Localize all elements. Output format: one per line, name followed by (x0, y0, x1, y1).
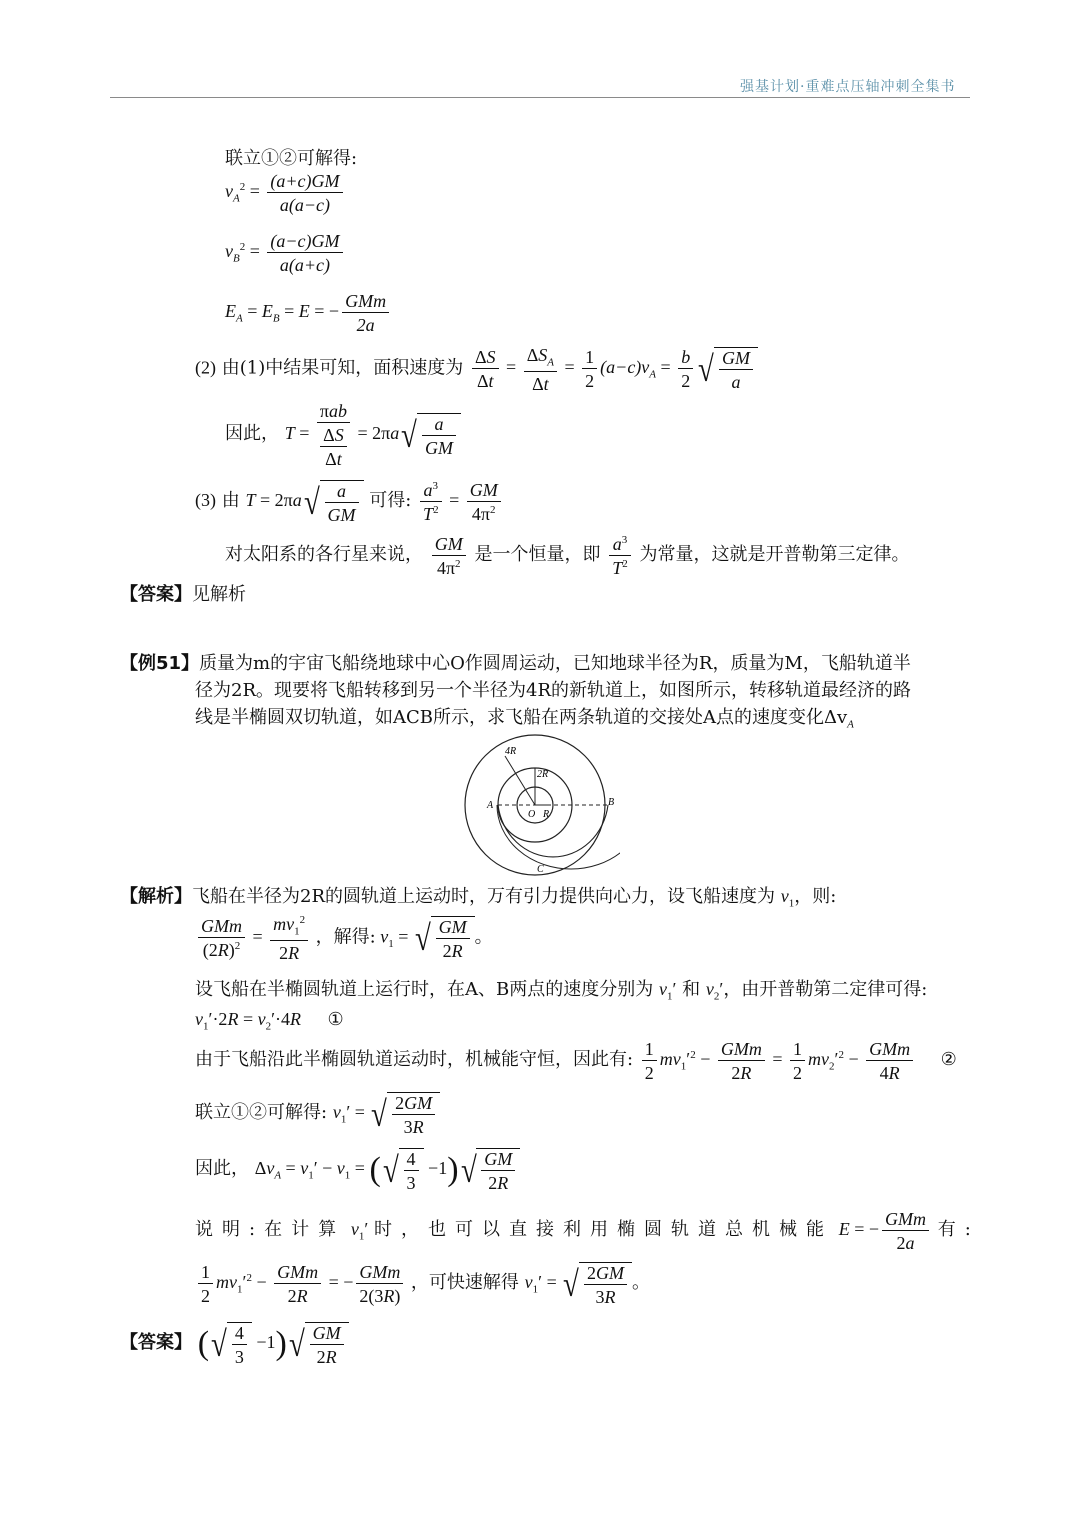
item2-text: 由(1)中结果可知，面积速度为 (221, 357, 464, 379)
label-A: A (487, 800, 494, 811)
item2-label: (2) (195, 357, 216, 378)
solution-text3: 设飞船在半椭圆轨道上运行时，在A、B两点的速度分别为 (195, 979, 654, 1000)
eq2-mark: ② (940, 1049, 957, 1071)
item2-line: (2) 由(1)中结果可知，面积速度为 $\frac{\Delta S}{\Delta t}$ = $\frac{\Delta S_A}{\Delta t}$ = $\frac{1}{2}$ $(a-c)v_A$ = $\frac{b}{2}$ √ $\frac{GM}{a}$ (195, 346, 758, 393)
solution-text1-end: ，则: (794, 886, 837, 907)
example51-line2: 径为2R。现要将飞船转移到另一个半径为4R的新轨道上，如图所示，转移轨道最经济的路 (195, 680, 912, 701)
kepler-text-b: 是一个恒量，即 (474, 544, 601, 566)
solution-line6: 联立①②可解得: $v_1'$ = √ $\frac{2GM}{3R}$ (195, 1092, 440, 1136)
label-B: B (608, 797, 615, 808)
solution-line7: 因此， $\Delta v_A = v_1' - v_1$ = (√ $\frac{4}{3}$ −1)√ $\frac{GM}{2R}$ (195, 1148, 520, 1192)
example51-text3: 线是半椭圆双切轨道，如ACB所示，求飞船在两条轨道的交接处A点的速度变化Δv (195, 707, 848, 728)
fast-text: ，可快速解得 (410, 1272, 519, 1294)
header-divider (110, 97, 970, 98)
label-O: O (528, 809, 536, 820)
item2-mid: (a−c)v (600, 357, 650, 378)
label-2R: 2R (537, 769, 549, 780)
solution-text7: 因此， (195, 1158, 249, 1180)
solution-label: 【解析】 (120, 886, 192, 907)
example51-text1: 质量为m的宇宙飞船绕地球中心O作圆周运动，已知地球半径为R，质量为M，飞船轨道半 (199, 653, 911, 674)
since-label: 因此， (225, 423, 279, 445)
gravity-equation: $\frac{\text{GMm}}{(2R)^2}$ = $\frac{mv_1^2}{2R}$ ，解得: $v_1$ = √ $\frac{GM}{2R}$ 。 (195, 915, 493, 962)
period-line: 因此， T = $\frac{\text{πab}}{\frac{\Delta S}{\Delta t}}$ = 2πa√ $\frac{a}{GM}$ (225, 402, 461, 468)
period-mark: 。 (474, 926, 493, 947)
intro-text: 联立①②可解得: (225, 148, 358, 169)
eq1-mark: ① (327, 1009, 344, 1029)
kepler-text-c: 为常量，这就是开普勒第三定律。 (639, 544, 910, 566)
vA2-denominator: a(a−c) (279, 195, 331, 215)
solution-text3-end: ，由开普勒第二定律可得: (723, 979, 928, 1000)
item3-label: (3) (195, 490, 216, 511)
answer1-label: 【答案】 (120, 584, 192, 605)
label-C: C (537, 864, 544, 875)
example51-line3: 线是半椭圆双切轨道，如ACB所示，求飞船在两条轨道的交接处A点的速度变化$\Delta v_A$ (195, 707, 854, 731)
answer2-label: 【答案】 (120, 1332, 192, 1354)
note-text-b: 时，也可以直接利用椭圆轨道总机械能 (373, 1219, 833, 1241)
solution-text6: 联立①②可解得: (195, 1102, 328, 1124)
vA-squared-equation: $v_A^2$ = $\frac{(a+c)GM}{a(a-c)}$ (225, 172, 346, 214)
transfer-orbit-ACB (498, 805, 608, 857)
vB2-numerator: (a−c)GM (267, 232, 342, 253)
solution-text1: 飞船在半径为2R的圆轨道上运动时，万有引力提供向心力，设飞船速度为 (192, 886, 776, 907)
page-header: 强基计划·重难点压轴冲刺全集书 (740, 79, 956, 95)
answer1-text: 见解析 (192, 584, 246, 605)
label-R: R (543, 809, 550, 820)
energy-conservation-line: 由于飞船沿此半椭圆轨道运动时，机械能守恒，因此有: $\frac{1}{2}$ $mv_1'^2$ − $\frac{\text{GMm}}{2R}$ = $\frac{1}{2}$ $mv_2'^2$ − $\frac{\text{GMm}}{4R}$ ② (195, 1039, 957, 1083)
answer2-line: 【答案】 (√ $\frac{4}{3}$ −1)√ $\frac{GM}{2R}$ (120, 1322, 349, 1366)
note-line: 说明:在计算 $v_1'$ 时，也可以直接利用椭圆轨道总机械能 E = − $\frac{\text{GMm}}{2a}$ 有: (195, 1209, 980, 1253)
kepler-line: 对太阳系的各行星来说， $\frac{GM}{4\pi^2}$ 是一个恒量，即 $\frac{a^3}{T^2}$ 为常量，这就是开普勒第三定律。 (225, 534, 910, 578)
item3-get: 可得: (369, 490, 412, 512)
solve-text: ，解得: (315, 926, 376, 948)
solution-and: 和 (682, 979, 701, 1000)
label-4R: 4R (505, 746, 517, 757)
solution-line1: 【解析】飞船在半径为2R的圆轨道上运动时，万有引力提供向心力，设飞船速度为 $v_1$，则: (120, 886, 837, 910)
vA2-numerator: (a+c)GM (267, 172, 342, 193)
kepler-text-a: 对太阳系的各行星来说， (225, 544, 423, 566)
example51-label: 【例51】 (120, 653, 200, 674)
radius-4R-line (505, 756, 535, 805)
vB2-denominator: a(a+c) (279, 255, 331, 275)
item3-line: (3) 由 T = 2πa√ $\frac{a}{GM}$ 可得: $\frac{a^3}{T^2}$ = $\frac{GM}{4\pi^2}$ (195, 480, 504, 524)
energy-equation: $E_A = E_B = E$ = − $\frac{\text{GMm}}{2a}$ (225, 292, 392, 334)
orbit-figure (460, 730, 620, 880)
energy-denominator: 2a (356, 315, 375, 335)
note-text-c: 有: (937, 1219, 980, 1241)
fast-solve-line: $\frac{1}{2}$ $mv_1'^2$ − $\frac{\text{GMm}}{2R}$ = − $\frac{\text{GMm}}{2(3R)}$ ，可快速解得 $v_1'$ = √ $\frac{2GM}{3R}$ 。 (195, 1262, 650, 1306)
period-mark-2: 。 (632, 1272, 650, 1294)
example51-line1 (120, 655, 911, 673)
solution-text5: 由于飞船沿此半椭圆轨道运动时，机械能守恒，因此有: (195, 1049, 634, 1071)
solution-line3: 设飞船在半椭圆轨道上运行时，在A、B两点的速度分别为 $v_1'$ 和 $v_2'$，由开普勒第二定律可得: (195, 979, 928, 1003)
item3-text: 由 (221, 490, 240, 512)
energy-numerator: GMm (342, 292, 389, 313)
kepler2-equation: $v_1'\cdot 2R = v_2'\cdot 4R$ ① (195, 1009, 344, 1033)
answer1-line (120, 586, 246, 604)
vB-squared-equation: $v_B^2$ = $\frac{(a-c)GM}{a(a+c)}$ (225, 232, 346, 274)
note-text-a: 说明:在计算 (195, 1219, 346, 1241)
